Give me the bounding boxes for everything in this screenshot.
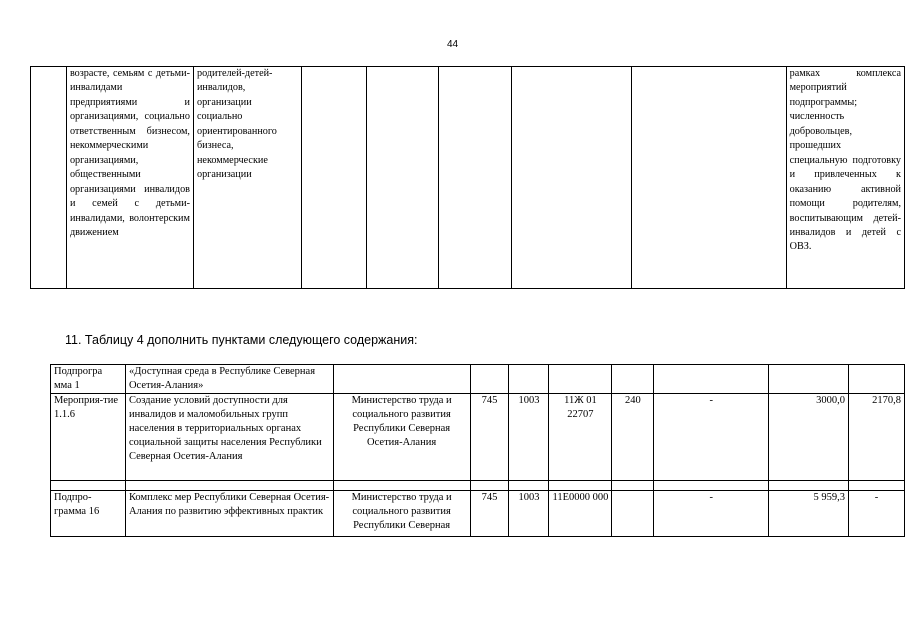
table-cell: 5 959,3 [769,491,849,537]
table-cell [31,67,67,289]
table-cell [549,365,612,394]
table-cell [470,365,509,394]
table-cell: Комплекс мер Республики Северная Осетия-Алания по развитию эффективных практик [125,491,333,537]
table-cell: Мероприя-тие 1.1.6 [51,394,126,481]
table-cell: 240 [612,394,654,481]
table-row [51,481,905,491]
table-cell [333,365,470,394]
table-cell [848,365,904,394]
table-cell [612,365,654,394]
table-cell [632,67,787,289]
table-cell: Создание условий доступности для инвалидов и маломобильных групп населения в территориальных органах социальной защиты населения Республики Северная Осетия-Алания [125,394,333,481]
table-cell [769,481,849,491]
table-cell [654,365,769,394]
table-cell: - [654,491,769,537]
table-cell: Подпро-грамма 16 [51,491,126,537]
page-number: 44 [446,39,459,50]
table-cell [549,481,612,491]
table-cell [367,67,438,289]
table-cell: Министерство труда и социального развития Республики Северная Осетия-Алания [333,394,470,481]
table-row [51,491,905,537]
table-cell [51,481,126,491]
table-cell: - [654,394,769,481]
table-row [51,365,905,394]
table-cell: - [848,491,904,537]
instruction-text: 11. Таблицу 4 дополнить пунктами следующего содержания: [65,333,418,347]
table-cell: рамках комплекса мероприятий подпрограммы; численность добровольцев, прошедших специальную подготовку и привлеченных к оказанию активной помощи родителям, воспитывающим детей-инвалидов и детей с ОВЗ. [786,67,904,289]
table-cell [848,481,904,491]
table-cell [302,67,367,289]
table-cell [509,365,549,394]
table-cell [612,481,654,491]
table-cell: 11Е0000 000 [549,491,612,537]
table-cell: «Доступная среда в Республике Северная Осетия-Алания» [125,365,333,394]
table-cell: 745 [470,394,509,481]
addition-table [50,364,905,537]
table-cell [470,481,509,491]
table-cell: родителей-детей-инвалидов, организации социально ориентированного бизнеса, некоммерческие организации [193,67,301,289]
table-cell [509,481,549,491]
table-cell: 2170,8 [848,394,904,481]
table-cell [438,67,511,289]
table-cell: 1003 [509,491,549,537]
table-cell: 745 [470,491,509,537]
table-cell [612,491,654,537]
table-cell: 1003 [509,394,549,481]
table-cell [512,67,632,289]
table-cell [654,481,769,491]
table-cell: возрасте, семьям с детьми-инвалидами предприятиями и организациями, социально ответственным бизнесом, некоммерческими организациями, общественными организациями инвалидов и семей с детьми-инвалидами, волонтерским движением [66,67,193,289]
table-cell: 3000,0 [769,394,849,481]
table-cell: Министерство труда и социального развития Республики Северная [333,491,470,537]
table-row [51,394,905,481]
table-row [31,67,905,289]
table-cell: 11Ж 01 22707 [549,394,612,481]
table-cell: Подпрогра мма 1 [51,365,126,394]
table-cell [333,481,470,491]
table-cell [125,481,333,491]
table-cell [769,365,849,394]
continuation-table [30,66,905,289]
